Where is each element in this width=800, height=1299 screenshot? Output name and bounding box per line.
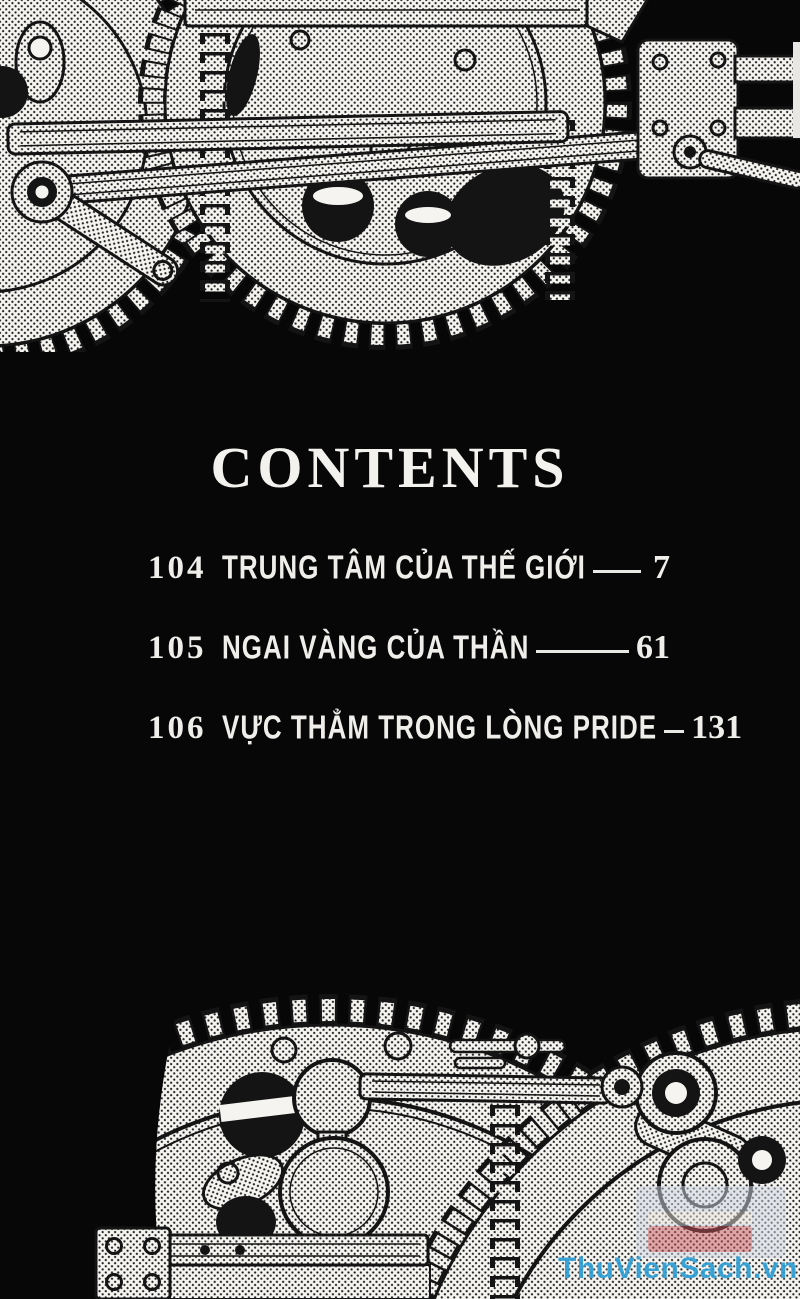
frame-rail — [96, 1228, 430, 1299]
toc-row-106 — [148, 705, 743, 751]
bottom-gears-illustration — [0, 979, 800, 1299]
watermark-site-label: ThuVienSach.vn — [558, 1252, 798, 1285]
chapter-page-number: 131 — [691, 709, 743, 746]
faded-stamp — [636, 1186, 786, 1258]
chapter-title: NGAI VÀNG CỦA THẦN — [222, 627, 530, 666]
leader-line — [664, 730, 684, 733]
chapter-number: 106 — [148, 709, 207, 746]
chapter-number: 105 — [148, 629, 207, 666]
chapter-number: 104 — [148, 549, 207, 586]
page-title: CONTENTS — [210, 435, 570, 500]
chapter-page-number: 7 — [653, 549, 670, 586]
toc-row-104 — [148, 545, 670, 591]
chapter-page-number: 61 — [636, 629, 670, 666]
leader-line — [593, 570, 641, 573]
chapter-title: TRUNG TÂM CỦA THẾ GIỚI — [222, 547, 586, 586]
leader-line — [536, 650, 629, 653]
toc-row-105 — [148, 625, 670, 671]
chapter-title: VỰC THẲM TRONG LÒNG PRIDE — [222, 707, 658, 746]
